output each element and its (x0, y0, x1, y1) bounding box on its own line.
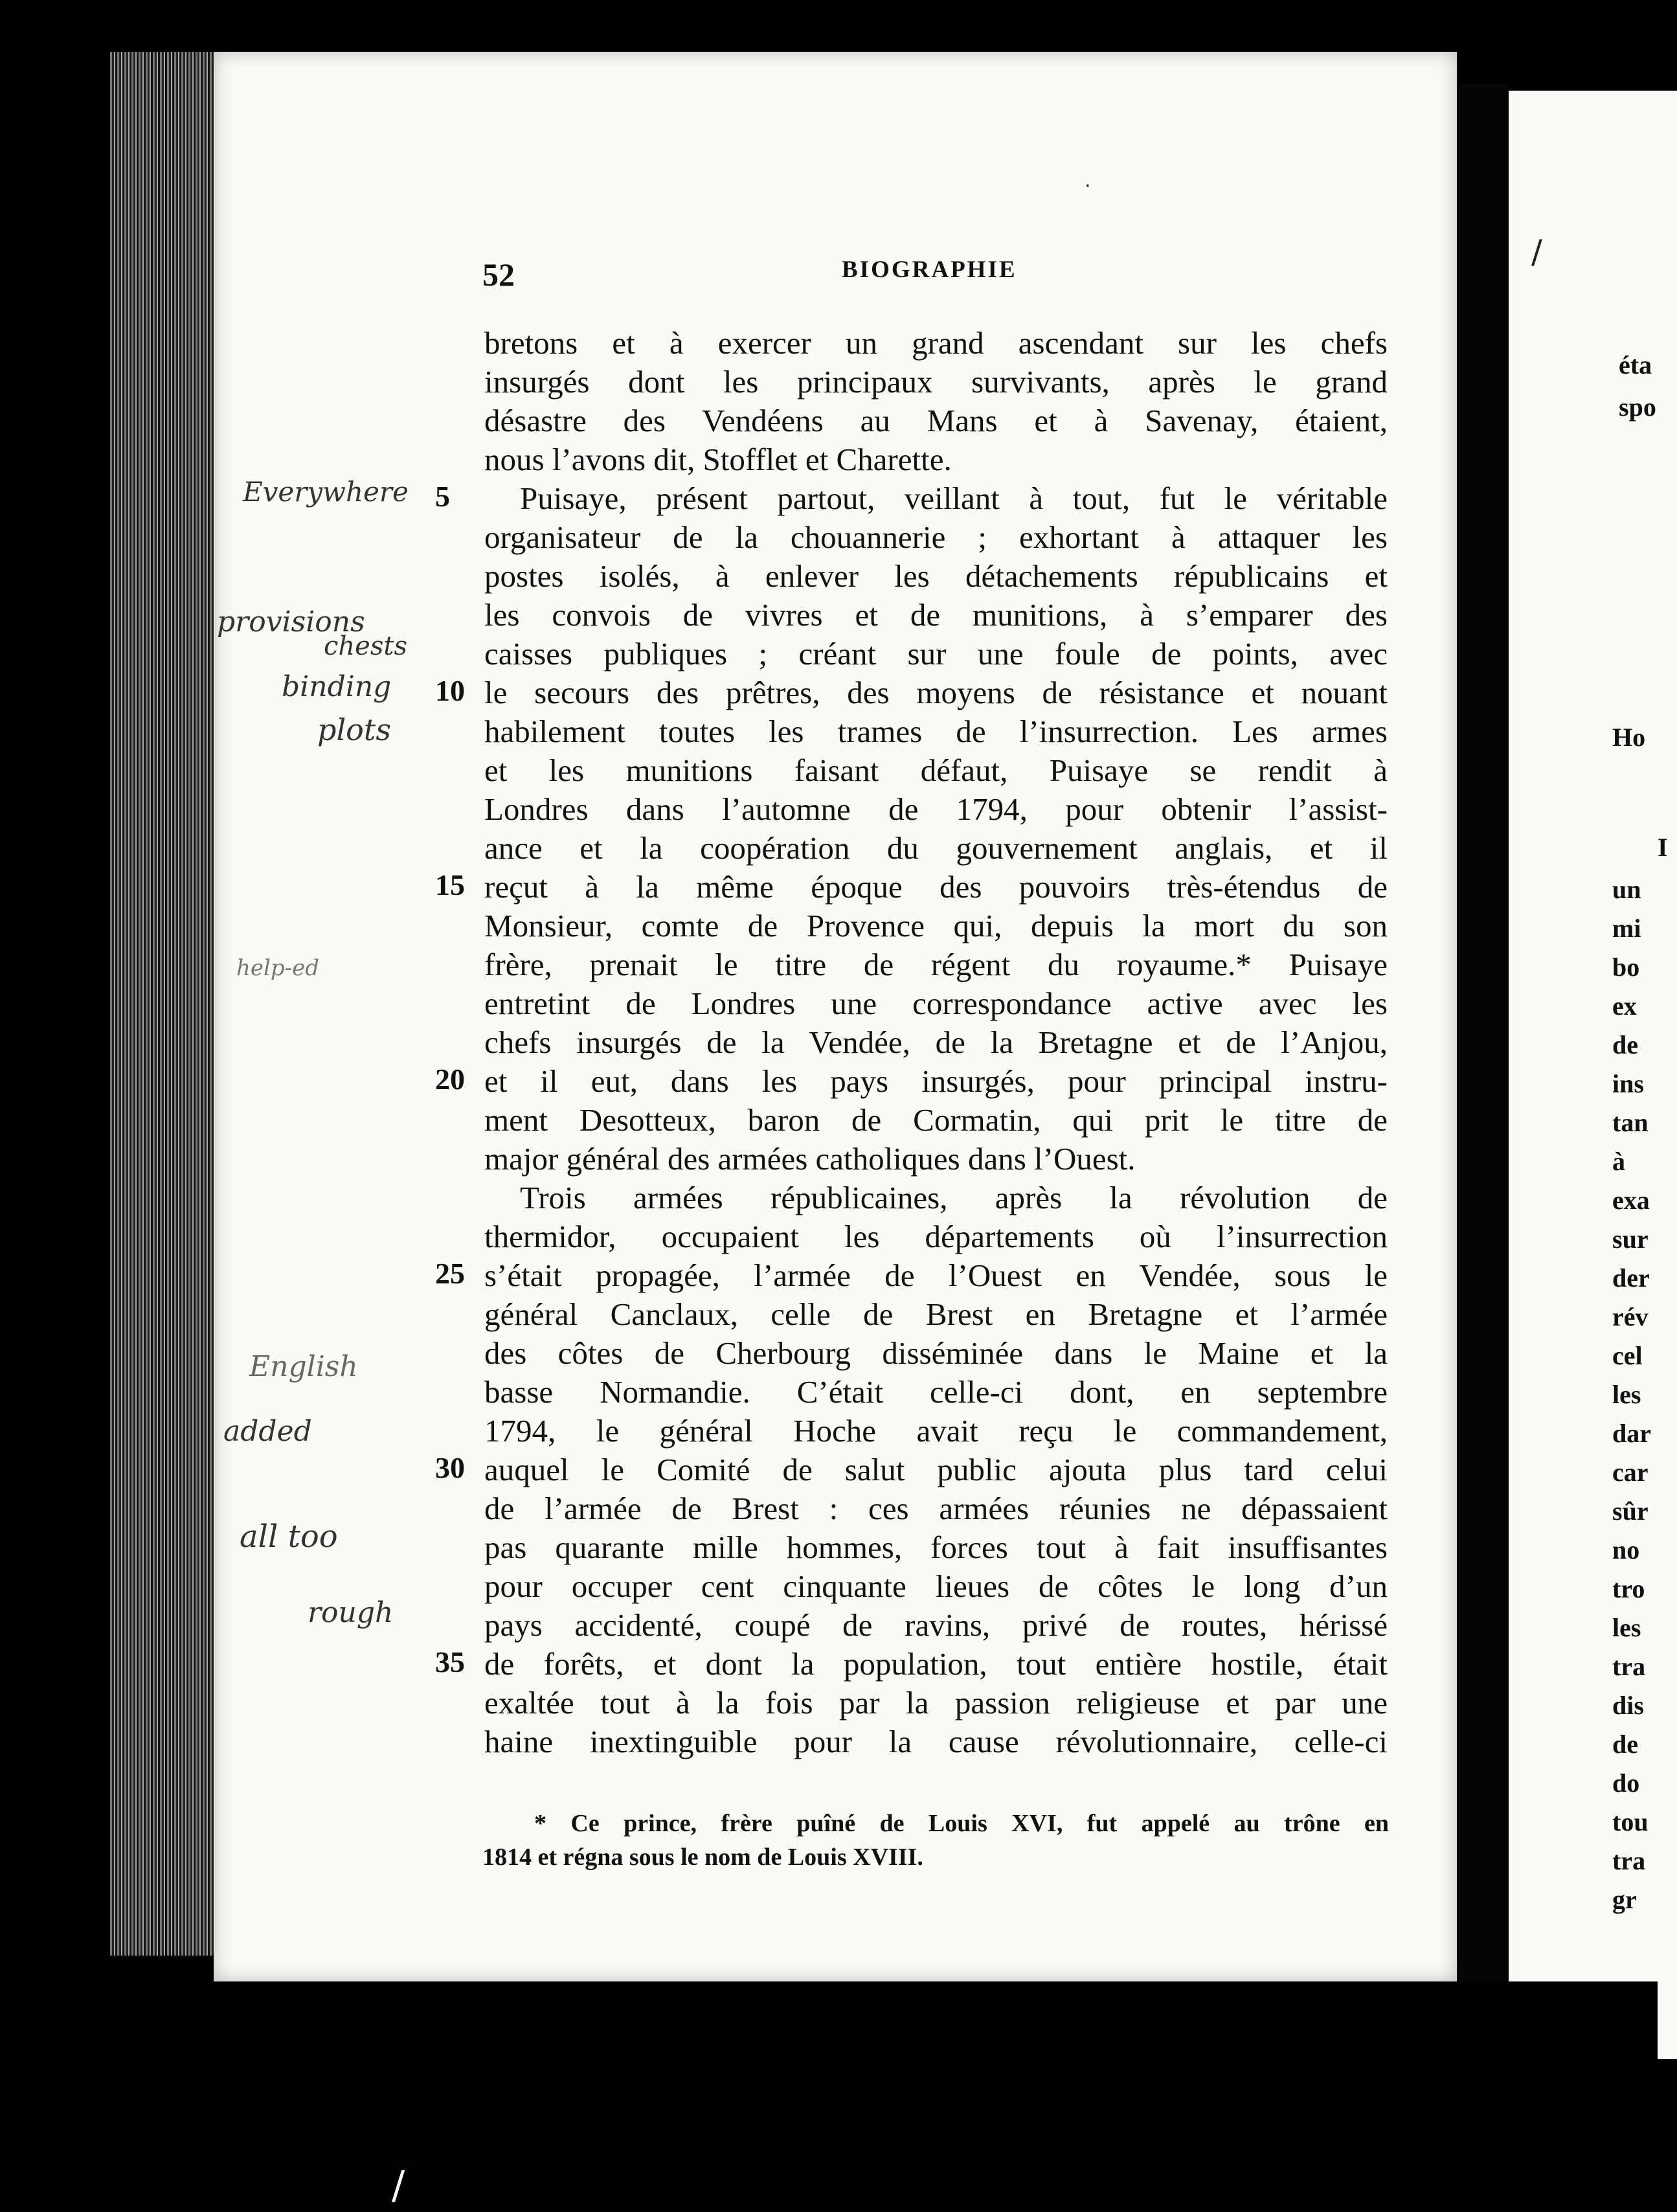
handwritten-note: added (223, 1415, 312, 1448)
text-line: de l’armée de Brest : ces armées réunies ne dépassaient (484, 1491, 1388, 1526)
text-line: s’était propagée, l’armée de l’Ouest en Vendée, sous le (484, 1258, 1388, 1293)
line-number: 30 (435, 1451, 465, 1484)
text-line: frère, prenait le titre de régent du royaume.* Puisaye (484, 947, 1388, 982)
facing-page-fragment: tro (1612, 1574, 1645, 1603)
handwritten-note: provisions (217, 605, 365, 638)
text-line: basse Normandie. C’était celle-ci dont, en septembre (484, 1374, 1388, 1410)
handwritten-note: all too (240, 1518, 338, 1555)
text-line: pays accidenté, coupé de ravins, privé de routes, hérissé (484, 1607, 1388, 1643)
facing-page-fragment: tra (1612, 1652, 1646, 1681)
text-line: reçut à la même époque des pouvoirs très-étendus de (484, 869, 1388, 905)
text-line: Londres dans l’automne de 1794, pour obtenir l’assist- (484, 791, 1388, 827)
body-text (484, 324, 1388, 1761)
running-title: BIOGRAPHIE (842, 256, 1017, 283)
line-number: 35 (435, 1645, 465, 1678)
facing-page-fragment: tan (1612, 1108, 1649, 1137)
facing-page-fragment: tou (1612, 1807, 1649, 1836)
footnote-line: 1814 et régna sous le nom de Louis XVIII. (482, 1844, 923, 1871)
footnote (482, 1807, 1389, 1874)
footnote-line: * Ce prince, frère puîné de Louis XVI, fut appelé au trône en (534, 1810, 1389, 1837)
text-line: de forêts, et dont la population, tout entière hostile, était (484, 1646, 1388, 1682)
facing-page-fragment: éta (1619, 350, 1652, 379)
facing-page-fragment: bo (1612, 953, 1640, 982)
facing-page (1509, 91, 1677, 2059)
text-line: les convois de vivres et de munitions, à s’emparer des (484, 597, 1388, 633)
facing-page-fragment: exa (1612, 1186, 1650, 1215)
text-line: le secours des prêtres, des moyens de résistance et nouant (484, 675, 1388, 710)
scan-background (0, 1981, 1658, 2212)
text-line: Monsieur, comte de Provence qui, depuis la mort du son (484, 908, 1388, 943)
facing-page-fragment: dis (1612, 1691, 1644, 1720)
facing-page-fragment: de (1612, 1730, 1638, 1759)
facing-page-fragment: ins (1612, 1069, 1644, 1098)
text-line: 1794, le général Hoche avait reçu le commandement, (484, 1413, 1388, 1449)
text-line: et les munitions faisant défaut, Puisaye se rendit à (484, 752, 1388, 788)
facing-page-fragment: gr (1612, 1885, 1637, 1914)
handwritten-note: rough (308, 1596, 394, 1629)
text-line: habilement toutes les trames de l’insurrection. Les armes (484, 714, 1388, 749)
page-number: 52 (482, 256, 515, 293)
stray-mark: / (1531, 233, 1542, 271)
page-edges (110, 52, 214, 1956)
facing-page-fragment: Ho (1612, 723, 1646, 752)
handwritten-note: plots (317, 712, 391, 747)
facing-page-fragment: dar (1612, 1419, 1651, 1448)
facing-page-fragment: rév (1612, 1302, 1649, 1331)
text-line: et il eut, dans les pays insurgés, pour principal instru- (484, 1063, 1388, 1099)
facing-page-fragment: sur (1612, 1224, 1649, 1254)
handwritten-note: Everywhere (243, 476, 409, 508)
text-line: ance et la coopération du gouvernement anglais, et il (484, 830, 1388, 866)
handwritten-note: English (249, 1350, 358, 1383)
facing-page-fragment: cel (1612, 1341, 1643, 1370)
facing-page-fragment: spo (1619, 392, 1656, 422)
text-line: pour occuper cent cinquante lieues de côtes le long d’un (484, 1568, 1388, 1604)
text-line: bretons et à exercer un grand ascendant sur les chefs (484, 325, 1388, 361)
text-line: organisateur de la chouannerie ; exhortant à attaquer les (484, 519, 1388, 555)
facing-page-fragment: de (1612, 1030, 1638, 1059)
line-number: 15 (435, 868, 465, 901)
text-line: exaltée tout à la fois par la passion religieuse et par une (484, 1685, 1388, 1721)
text-line: entretint de Londres une correspondance active avec les (484, 986, 1388, 1021)
stray-mark: / (392, 2163, 405, 2208)
facing-page-fragment: der (1612, 1263, 1650, 1292)
facing-page-fragment: les (1612, 1613, 1641, 1642)
handwritten-note: chests (324, 631, 407, 661)
facing-page-fragment: car (1612, 1458, 1649, 1487)
text-line: auquel le Comité de salut public ajouta plus tard celui (484, 1452, 1388, 1487)
line-number: 10 (435, 674, 465, 707)
text-line: insurgés dont les principaux survivants, après le grand (484, 364, 1388, 400)
facing-page-fragment: les (1612, 1380, 1641, 1409)
handwritten-note: help-ed (236, 955, 320, 981)
text-line: nous l’avons dit, Stofflet et Charette. (484, 442, 952, 477)
text-line: major général des armées catholiques dans l’Ouest. (484, 1141, 1136, 1177)
line-number: 25 (435, 1257, 465, 1290)
text-line: chefs insurgés de la Vendée, de la Bretagne et de l’Anjou, (484, 1024, 1388, 1060)
text-line: Trois armées républicaines, après la révolution de (520, 1180, 1388, 1215)
text-line: des côtes de Cherbourg disséminée dans le Maine et la (484, 1335, 1388, 1371)
text-line: désastre des Vendéens au Mans et à Savenay, étaient, (484, 403, 1388, 438)
book-gutter (1457, 84, 1509, 2027)
facing-page-fragment: do (1612, 1768, 1640, 1798)
facing-page-fragment: tra (1612, 1846, 1646, 1875)
facing-page-fragment: mi (1612, 914, 1641, 943)
text-line: Puisaye, présent partout, veillant à tout, fut le véritable (520, 480, 1388, 516)
facing-page-fragment: no (1612, 1535, 1640, 1564)
facing-page-fragment: à (1612, 1147, 1625, 1176)
text-line: thermidor, occupaient les départements où l’insurrection (484, 1219, 1388, 1254)
text-line: haine inextinguible pour la cause révolutionnaire, celle-ci (484, 1724, 1388, 1759)
line-number: 5 (435, 480, 450, 513)
line-number: 20 (435, 1063, 465, 1096)
text-line: général Canclaux, celle de Brest en Bretagne et l’armée (484, 1296, 1388, 1332)
text-line: ment Desotteux, baron de Cormatin, qui prit le titre de (484, 1102, 1388, 1138)
facing-page-fragment: ex (1612, 991, 1637, 1021)
facing-page-fragment: un (1612, 875, 1641, 904)
facing-page-fragment: sûr (1612, 1496, 1649, 1526)
facing-page-fragment: I (1658, 833, 1668, 862)
handwritten-note: binding (282, 670, 392, 703)
stray-mark: · (1085, 175, 1091, 198)
text-line: postes isolés, à enlever les détachements républicains et (484, 558, 1388, 594)
text-line: pas quarante mille hommes, forces tout à fait insuffisantes (484, 1529, 1388, 1565)
text-line: caisses publiques ; créant sur une foule de points, avec (484, 636, 1388, 672)
